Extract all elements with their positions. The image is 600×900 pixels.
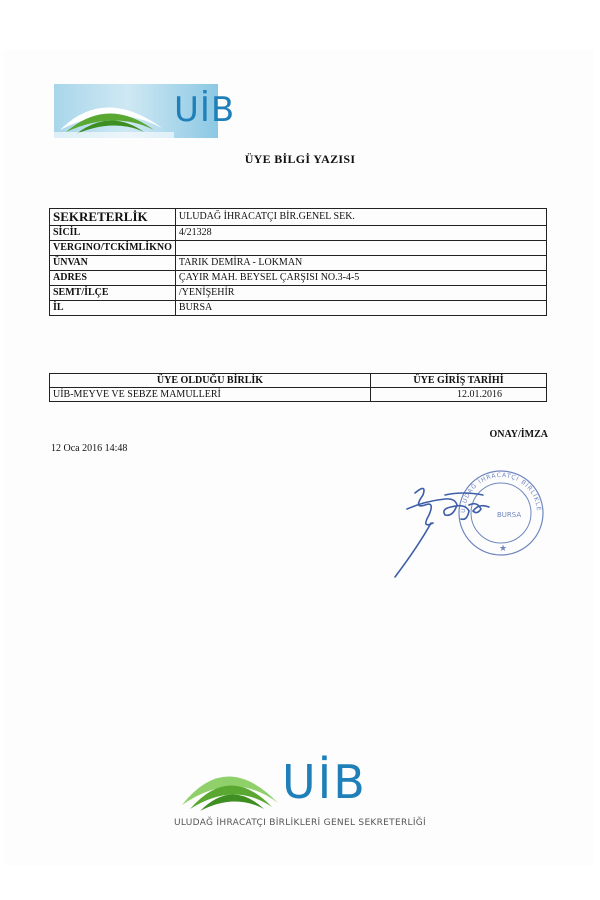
table-row	[50, 209, 547, 226]
table-row	[50, 271, 547, 286]
field-value: ULUDAĞ İHRACATÇI BİR.GENEL SEK.	[175, 209, 546, 226]
table-row	[50, 256, 547, 271]
arch-logo-icon	[178, 745, 288, 815]
field-value: /YENİŞEHİR	[175, 286, 546, 301]
field-label: SEKRETERLİK	[50, 209, 176, 226]
stamp-and-signature	[385, 465, 555, 585]
table-row	[50, 301, 547, 316]
stamp-city: BURSA	[497, 511, 522, 519]
field-label: ADRES	[50, 271, 176, 286]
union-column-header: ÜYE OLDUĞU BİRLİK	[50, 374, 371, 388]
field-label: İL	[50, 301, 176, 316]
print-timestamp: 12 Oca 2016 14:48	[51, 443, 128, 454]
official-seal-icon	[385, 465, 543, 555]
document-page	[4, 50, 594, 865]
table-row	[50, 226, 547, 241]
document-title: ÜYE BİLGİ YAZISI	[244, 152, 356, 166]
table-header-row	[50, 374, 547, 388]
field-value	[175, 241, 546, 256]
field-label: ÜNVAN	[50, 256, 176, 271]
field-label: SİCİL	[50, 226, 176, 241]
signature-icon	[395, 488, 489, 577]
entry-date-column-header: ÜYE GİRİŞ TARİHİ	[371, 374, 547, 388]
field-value: BURSA	[175, 301, 546, 316]
footer-organization-name: ULUDAĞ İHRACATÇI BİRLİKLERİ GENEL SEKRETERLİĞİ	[173, 818, 427, 828]
approval-label: ONAY/İMZA	[489, 429, 548, 440]
membership-table	[49, 373, 547, 402]
field-label: SEMT/İLÇE	[50, 286, 176, 301]
table-row	[50, 286, 547, 301]
header-logo	[54, 84, 236, 138]
table-row	[50, 388, 547, 402]
member-info-table	[49, 208, 547, 316]
header-logo-text: UİB	[174, 90, 236, 130]
entry-date-cell: 12.01.2016	[371, 388, 547, 402]
svg-text:ULUDAĞ İHRACATÇI BİRLİKLERİ GE: ULUDAĞ İHRACATÇI BİRLİKLE	[459, 471, 543, 514]
union-cell: UİB-MEYVE VE SEBZE MAMULLERİ	[50, 388, 371, 402]
field-value: ÇAYIR MAH. BEYSEL ÇARŞISI NO.3-4-5	[175, 271, 546, 286]
footer-logo-text: UİB	[282, 755, 367, 809]
field-label: VERGINO/TCKİMLİKNO	[50, 241, 176, 256]
table-row	[50, 241, 547, 256]
field-value: 4/21328	[175, 226, 546, 241]
svg-text:★: ★	[499, 544, 508, 554]
field-value: TARIK DEMİRA - LOKMAN	[175, 256, 546, 271]
arch-logo-icon	[54, 84, 174, 138]
